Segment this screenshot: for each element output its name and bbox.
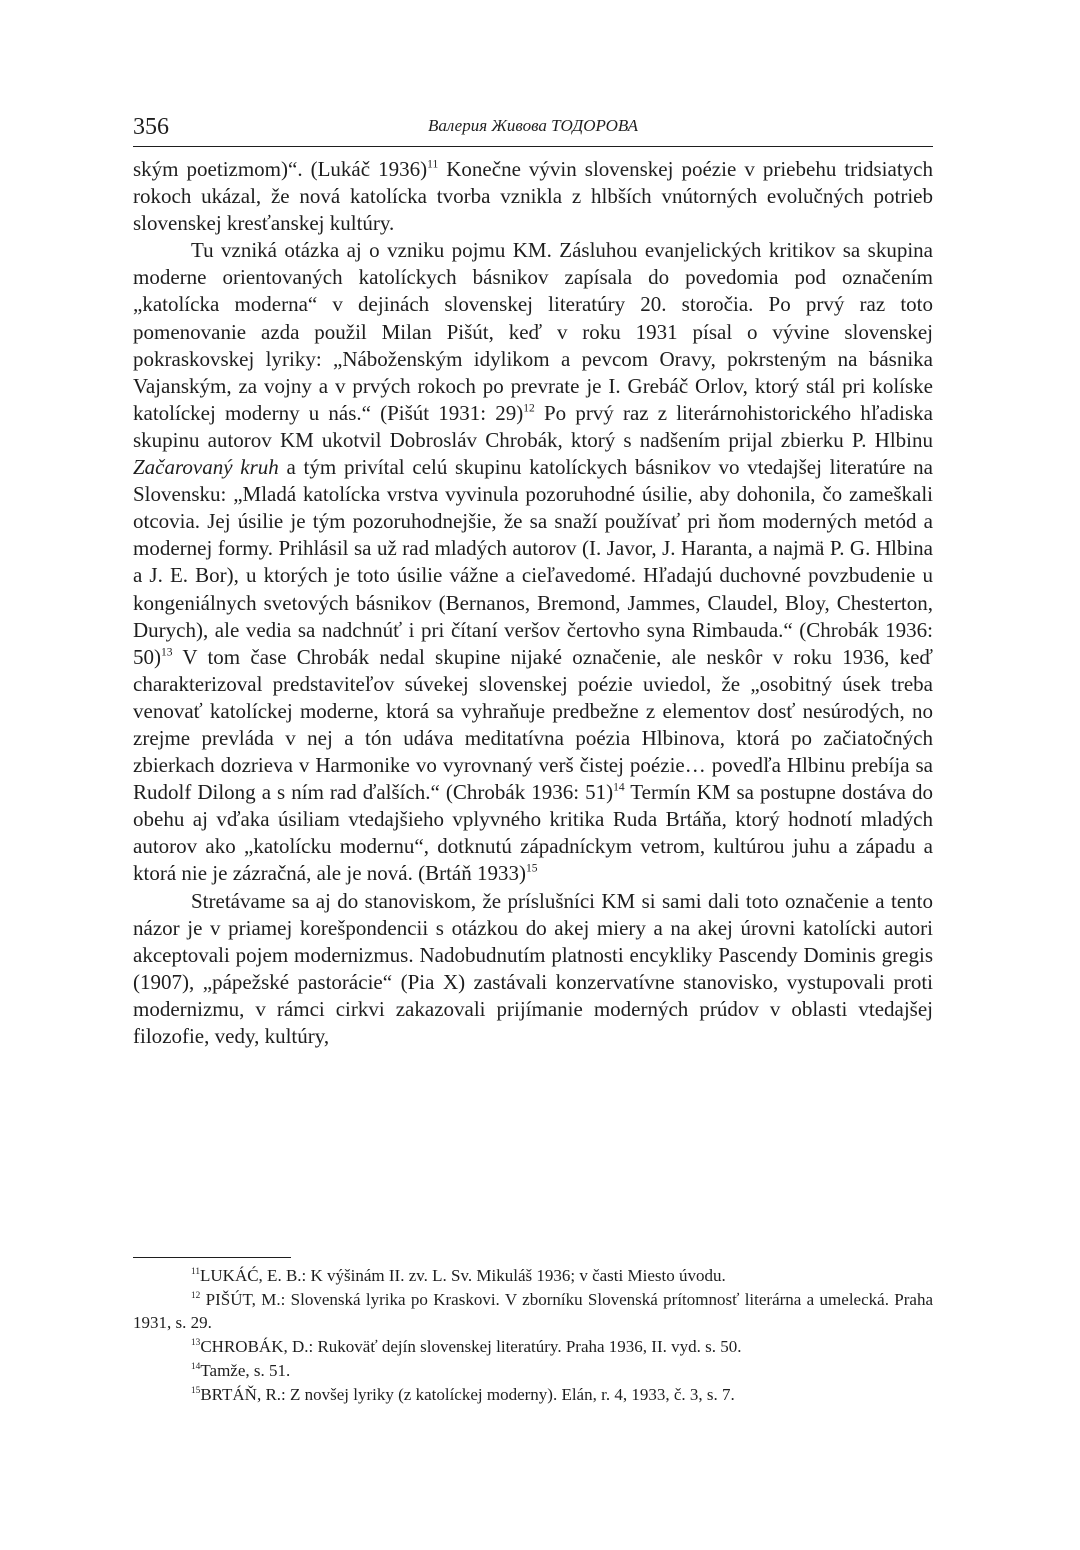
page-header <box>133 112 933 147</box>
footnote-ref-15: 15 <box>525 862 538 875</box>
footnote-ref-13: 13 <box>161 646 173 659</box>
text: Po prvý raz z literárnohistorického hľadiska skupinu autorov KM ukotvil Dobrosláv Chrobák, ktorý s nadšením prijal zbierku P. Hlbinu <box>133 400 933 452</box>
text: Tu vzniká otázka aj o vzniku pojmu KM. Zásluhou evanjelických kritikov sa skupina moderne orientovaných katolíckych básnikov zapísala do povedomia pod označením „katolícka moderna“ v dejinách slovenskej literatúry 20. storočia. Po prvý raz toto pomenovanie azda použil Milan Pišút, keď v roku 1931 písal o vývine slovenskej pokraskovskej lyriky: „Náboženským idylikom a pevcom Oravy, pokrsteným na básnika Vajanským, za vojny a v prvých rokoch po prevrate je I. Grebáč Orlov, ktorý stál pri kolíske katolíckej moderny u nás.“ (Pišút 1931: 29) <box>133 238 933 425</box>
footnote-13 <box>133 1335 933 1359</box>
footnote-text: BRTÁŇ, R.: Z novšej lyriky (z katolíckej moderny). Elán, r. 4, 1933, č. 3, s. 7. <box>200 1384 735 1404</box>
footnote-number: 13 <box>191 1338 201 1349</box>
footnote-text: LUKÁĆ, E. B.: K výšinám II. zv. L. Sv. Mikuláš 1936; v časti Miesto úvodu. <box>200 1266 726 1285</box>
footnote-text: PIŠÚT, M.: Slovenská lyrika po Kraskovi. V zborníku Slovenská prítomnosť literárna a umelecká. Praha 1931, s. 29. <box>133 1289 933 1333</box>
footnotes <box>133 1264 933 1406</box>
footnote-ref-11: 11 <box>427 158 439 171</box>
page-number: 356 <box>133 114 169 140</box>
running-head: Валерия Живова ТОДОРОВА <box>427 116 639 135</box>
footnote-11 <box>133 1264 933 1288</box>
footnote-14 <box>133 1359 933 1383</box>
footnote-number: 15 <box>191 1385 201 1396</box>
footnote-number: 11 <box>191 1267 200 1277</box>
footnote-number: 14 <box>191 1361 201 1372</box>
footnote-ref-12: 12 <box>523 402 535 415</box>
footnote-12 <box>133 1288 933 1335</box>
footnote-separator <box>133 1257 291 1258</box>
text: V tom čase Chrobák nedal skupine nijaké označenie, ale neskôr v roku 1936, keď charakterizoval predstaviteľov súvekej slovenskej poézie uviedol, že „osobitný úsek treba venovať katolíckej moderne, ktorá sa vyhraňuje predbežne z elementov dosť nesúrodých, no zrejme prevláda v nej a tón udáva meditatívna poézia Hlbinova, ktorá po začiatočných zbierkach dozrieva v Harmonike vo vyrovnaný verš čistej poézie… povedľa Hlbinu prebíja sa Rudolf Dilong a s ním rad ďalších.“ (Chrobák 1936: 51) <box>133 644 933 805</box>
footnote-text: Tamže, s. 51. <box>200 1360 291 1380</box>
text: ským poetizmom)“. (Lukáč 1936) <box>133 157 428 181</box>
body-text <box>133 156 933 1050</box>
footnote-ref-14: 14 <box>613 781 625 794</box>
footnote-text: CHROBÁK, D.: Rukoväť dejín slovenskej literatúry. Praha 1936, II. vyd. s. 50. <box>200 1337 742 1357</box>
paragraph-3: Stretávame sa aj do stanoviskom, že príslušníci KM si sami dali toto označenie a tento názor je v priamej korešpondencii s otázkou do akej miery a na akej úrovni katolícki autori akceptovali pojem modernizmus. Nadobudnutím platnosti encykliky Pascendy Dominis gregis (1907), „pápežské pastorácie“ (Pia X) zastávali konzervatívne stanovisko, vystupovali proti modernizmu, v rámci cirkvi zakazovali prijímanie moderných prúdov v oblasti vtedajšej filozofie, vedy, kultúry, <box>133 888 933 1048</box>
text: Konečne vývin slovenskej poézie v priebehu tridsiatych rokoch ukázal, že nová katolícka tvorba vznikla z hlbších vnútorných evolučných potrieb slovenskej kresťanskej kultúry. <box>133 157 933 236</box>
footnote-15 <box>133 1383 933 1407</box>
book-title: Začarovaný kruh <box>133 455 279 480</box>
paragraph-1 <box>133 156 933 237</box>
text: a tým privítal celú skupinu katolíckych básnikov vo vtedajšej literatúre na Slovensku: „Mladá katolícka vrstva vyvinula pozoruhodné úsilie, aby dohonila, čo zameškali otcovia. Jej úsilie je tým pozoruhodnejšie, že sa snaží používať pri ňom moderných metód a modernej formy. Prihlásil sa už rad mladých autorov (I. Javor, J. Haranta, a najmä P. G. Hlbina a J. E. Bor), u ktorých je toto úsilie vážne a cieľavedomé. Hľadajú duchovné povzbudenie u kongeniálnych svetových básnikov (Bernanos, Bremond, Jammes, Claudel, Bloy, Chesterton, Durych), ale vedia sa nadchnúť i pri čítaní veršov čertovho syna Rimbauda.“ (Chrobák 1936: 50) <box>133 455 933 669</box>
paragraph-2 <box>133 237 933 887</box>
text: Termín KM sa postupne dostáva do obehu aj vďaka úsiliam vtedajšieho vplyvného kritika Ruda Brtáňa, ktorý hodnotí mladých autorov ako „katolícku modernu“, dotknutú západníckym vetrom, kultúrou juhu a západu a ktorá nie je zázračná, ale je nová. (Brtáň 1933) <box>133 780 933 886</box>
footnote-number: 12 <box>191 1290 201 1301</box>
